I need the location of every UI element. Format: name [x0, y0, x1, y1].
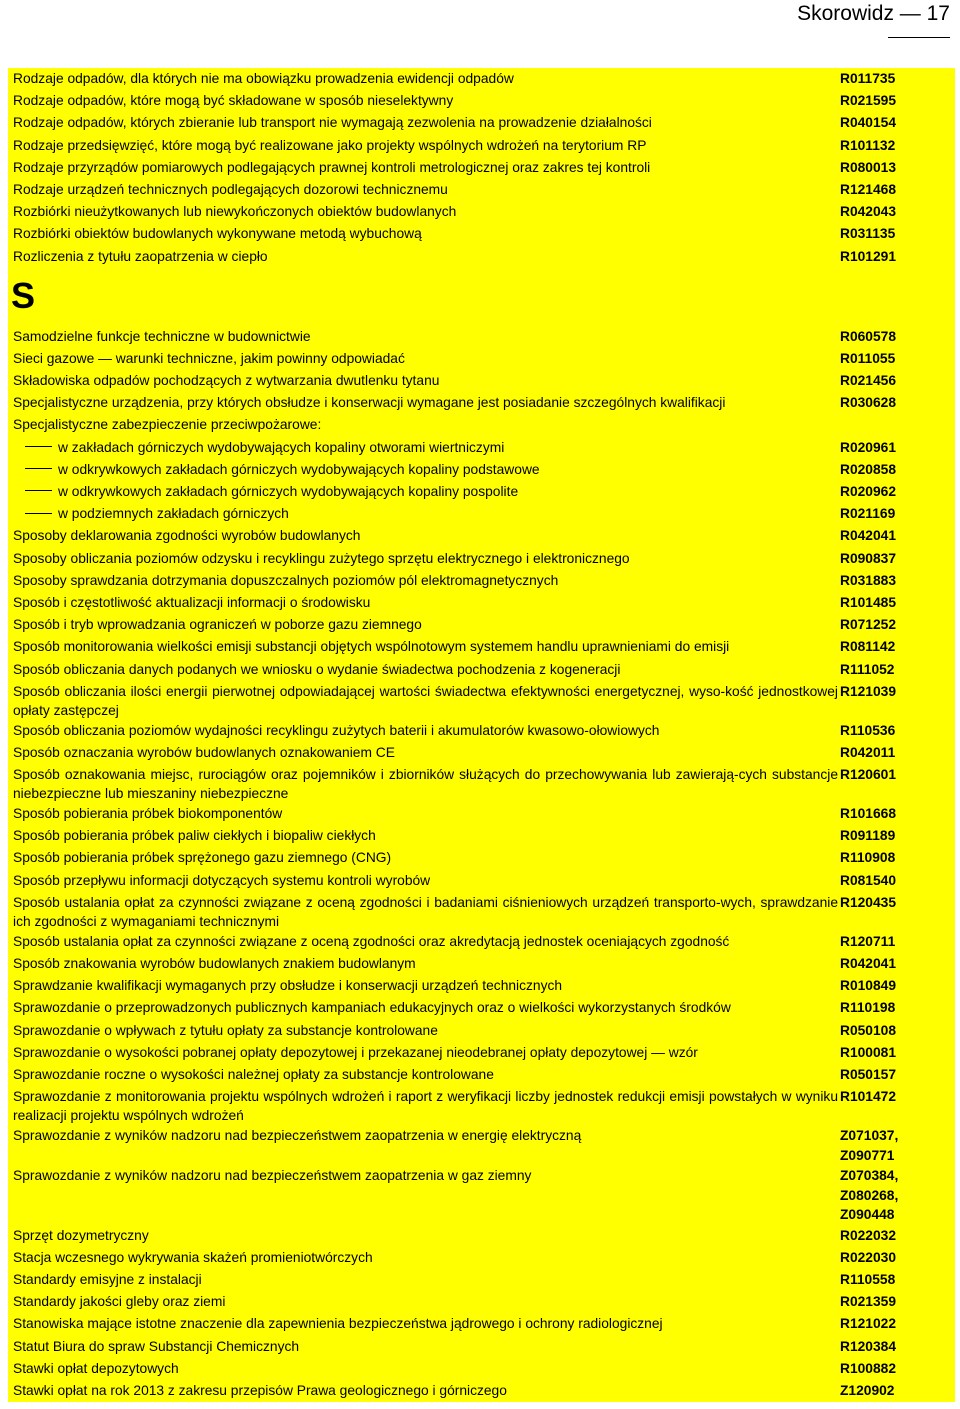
index-entry-text	[8, 201, 838, 221]
index-entry-code: R030628	[840, 395, 897, 411]
index-entry-label: Stanowiska mające istotne znaczenie dla zapewnienia bezpieczeństwa jądrowego i ochrony radiologicznej	[13, 1316, 663, 1332]
index-entry-code: R060578	[840, 328, 897, 344]
index-row	[8, 614, 955, 636]
index-entry-text	[8, 1086, 838, 1125]
dash-marker	[25, 513, 52, 514]
index-entry-label: Rozbiórki obiektów budowlanych wykonywane metodą wybuchową	[13, 226, 422, 242]
index-row	[8, 636, 955, 658]
index-entry-code: R110908	[840, 850, 896, 866]
index-entry-text	[8, 570, 838, 590]
index-row	[8, 659, 955, 681]
index-entry-code: R021595	[840, 93, 897, 109]
index-entry-text	[8, 742, 838, 762]
index-entry-code: R110536	[840, 722, 896, 738]
index-row	[8, 742, 955, 764]
index-entry-text	[8, 481, 838, 501]
index-entry-label: Rozliczenia z tytułu zaopatrzenia w ciepło	[13, 248, 268, 264]
index-row	[8, 246, 955, 268]
index-entry-text	[8, 681, 838, 720]
index-entry-label: Specjalistyczne urządzenia, przy których obsłudze i konserwacji wymagane jest posiadanie szczególnych kwalifikacji	[13, 395, 726, 411]
index-entry-code: R011735	[840, 71, 896, 86]
index-entry-code: R121022	[840, 1316, 897, 1332]
index-entry-code: R020962	[840, 484, 897, 499]
index-entry-code: R091189	[840, 828, 896, 844]
index-entry-text	[8, 1269, 838, 1289]
index-row	[8, 157, 955, 179]
index-entry-label: Sprawozdanie o wpływach z tytułu opłaty za substancje kontrolowane	[13, 1022, 438, 1038]
index-entry-code: Z070384, Z080268, Z090448	[840, 1168, 899, 1223]
index-entry-label: Sposób ustalania opłat za czynności związane z oceną zgodności i badaniami ciśnieniowych urządzeń transporto-wych, sprawdzanie ich zgodności z wymaganiami technicznymi	[13, 894, 838, 929]
index-entry-label: Sposób oznaczania wyrobów budowlanych oznakowaniem CE	[13, 744, 395, 760]
index-row	[8, 1086, 955, 1125]
index-entry-label: Standardy emisyjne z instalacji	[13, 1272, 202, 1287]
index-entry-text	[8, 348, 838, 368]
index-table	[8, 68, 955, 1402]
index-row	[8, 870, 955, 892]
index-row	[8, 135, 955, 157]
index-row	[8, 570, 955, 592]
index-entry-code: R101472	[840, 1089, 897, 1105]
index-entry-code: R111052	[840, 661, 895, 677]
index-entry-code: R071252	[840, 617, 897, 633]
index-entry-label: Sposób pobierania próbek paliw ciekłych i biopaliw ciekłych	[13, 828, 376, 844]
index-entry-code: R120711	[840, 933, 896, 949]
index-row	[8, 90, 955, 112]
index-entry-code: R121468	[840, 181, 897, 197]
index-entry-code: R101485	[840, 594, 897, 610]
index-entry-label: Rodzaje odpadów, które mogą być składowane w sposób nieselektywny	[13, 93, 454, 109]
index-entry-text	[8, 112, 838, 132]
index-row	[8, 548, 955, 570]
index-entry-code: R020858	[840, 461, 897, 477]
index-entry-label: w zakładach górniczych wydobywających kopaliny otworami wiertniczymi	[58, 439, 505, 455]
index-row	[8, 112, 955, 134]
index-entry-text	[8, 847, 838, 867]
index-group-r	[8, 68, 955, 268]
index-entry-label: Składowiska odpadów pochodzących z wytwarzania dwutlenku tytanu	[13, 373, 440, 389]
index-entry-label: Sprzęt dozymetryczny	[13, 1227, 149, 1243]
index-row	[8, 348, 955, 370]
index-row	[8, 481, 955, 503]
index-entry-label: Sposób ustalania opłat za czynności związane z oceną zgodności oraz akredytacją jednostek oceniających zgodność	[13, 933, 730, 949]
index-row	[8, 459, 955, 481]
index-entry-code: R042041	[840, 956, 897, 971]
index-row	[8, 825, 955, 847]
index-row	[8, 592, 955, 614]
index-entry-label: Stacja wczesnego wykrywania skażeń promieniotwórczych	[13, 1249, 373, 1265]
index-row	[8, 953, 955, 975]
index-row	[8, 720, 955, 742]
index-entry-label: Sposób przepływu informacji dotyczących systemu kontroli wyrobów	[13, 872, 431, 888]
index-entry-text	[8, 764, 838, 803]
index-row	[8, 1020, 955, 1042]
section-letter: S	[11, 274, 36, 316]
index-entry-label: Sposób znakowania wyrobów budowlanych znakiem budowlanym	[13, 956, 416, 971]
index-row	[8, 414, 955, 436]
index-entry-code: R040154	[840, 115, 897, 131]
index-entry-code: R031883	[840, 572, 897, 588]
index-entry-label: Rozbiórki nieużytkowanych lub niewykończonych obiektów budowlanych	[13, 204, 457, 220]
index-entry-text	[8, 636, 838, 656]
index-entry-code: R022032	[840, 1227, 897, 1243]
index-entry-text	[8, 1042, 838, 1062]
index-entry-label: Sposoby sprawdzania dotrzymania dopuszczalnych poziomów pól elektromagnetycznych	[13, 572, 559, 588]
index-entry-label: Standardy jakości gleby oraz ziemi	[13, 1294, 226, 1310]
index-entry-text	[8, 90, 838, 110]
index-entry-label: Specjalistyczne zabezpieczenie przeciwpożarowe:	[13, 417, 322, 433]
index-row	[8, 1358, 955, 1380]
index-entry-text	[8, 326, 838, 346]
index-entry-text	[8, 931, 838, 951]
index-entry-code: R101132	[840, 137, 896, 153]
index-entry-text	[8, 157, 838, 177]
index-entry-label: w podziemnych zakładach górniczych	[58, 506, 289, 522]
index-entry-text	[8, 392, 838, 412]
index-entry-label: Rodzaje przedsięwzięć, które mogą być realizowane jako projekty wspólnych wdrożeń na terytorium RP	[13, 137, 647, 153]
index-entry-label: Sposób i tryb wprowadzania ograniczeń w poborze gazu ziemnego	[13, 617, 422, 633]
index-entry-label: Sprawozdanie z wyników nadzoru nad bezpieczeństwem zaopatrzenia w gaz ziemny	[13, 1168, 532, 1184]
index-entry-text	[8, 459, 838, 479]
index-entry-code: R120435	[840, 894, 897, 910]
index-row	[8, 1291, 955, 1313]
index-row	[8, 803, 955, 825]
index-entry-text	[8, 1247, 838, 1267]
index-row	[8, 503, 955, 525]
index-entry-code: R021359	[840, 1294, 897, 1310]
index-entry-text	[8, 1125, 838, 1145]
index-entry-code: R020961	[840, 439, 897, 455]
index-row	[8, 1269, 955, 1291]
index-entry-text	[8, 659, 838, 679]
index-row	[8, 931, 955, 953]
index-entry-label: Sposób oznakowania miejsc, rurociągów oraz pojemników i zbiorników służących do przechowywania lub zawierają-cych substancje niebezpieczne lub mieszaniny niebezpieczne	[13, 767, 838, 802]
index-entry-text	[8, 68, 838, 88]
index-row	[8, 1336, 955, 1358]
index-row	[8, 437, 955, 459]
index-entry-code: R081142	[840, 639, 896, 655]
index-entry-text	[8, 525, 838, 545]
index-group-s	[8, 326, 955, 1402]
index-entry-code: R100081	[840, 1044, 897, 1060]
index-entry-label: Sposób obliczania danych podanych we wniosku o wydanie świadectwa pochodzenia z kogeneracji	[13, 661, 621, 677]
dash-marker	[25, 490, 52, 491]
index-row	[8, 847, 955, 869]
index-entry-code: Z071037, Z090771	[840, 1128, 899, 1163]
index-entry-label: w odkrywkowych zakładach górniczych wydobywających kopaliny podstawowe	[58, 461, 540, 477]
index-entry-code	[838, 414, 955, 415]
index-row	[8, 1064, 955, 1086]
index-entry-code: R101291	[840, 248, 897, 264]
index-row	[8, 764, 955, 803]
index-entry-text	[8, 825, 838, 845]
index-entry-text	[8, 179, 838, 199]
index-entry-label: Sprawozdanie o wysokości pobranej opłaty depozytowej i przekazanej nieodebranej opłaty depozytowej — wzór	[13, 1044, 698, 1060]
index-row	[8, 1042, 955, 1064]
index-entry-code: R050157	[840, 1066, 897, 1082]
index-row	[8, 1225, 955, 1247]
index-entry-code: R042041	[840, 528, 897, 544]
index-entry-text	[8, 1291, 838, 1311]
index-entry-text	[8, 592, 838, 612]
index-row	[8, 223, 955, 245]
index-row	[8, 1125, 955, 1165]
index-entry-text	[8, 997, 838, 1017]
index-entry-code: R011055	[840, 350, 896, 366]
page-header	[10, 0, 950, 34]
index-row	[8, 68, 955, 90]
index-entry-label: Sposób obliczania poziomów wydajności recyklingu zużytych baterii i akumulatorów kwasowo-ołowiowych	[13, 722, 660, 738]
index-entry-code: R021456	[840, 373, 897, 389]
index-entry-text	[8, 870, 838, 890]
index-entry-text	[8, 1380, 838, 1400]
index-entry-code: R021169	[840, 506, 896, 522]
index-entry-code: R100882	[840, 1360, 897, 1376]
index-row	[8, 1247, 955, 1269]
dash-marker	[25, 468, 52, 469]
index-row	[8, 179, 955, 201]
index-entry-label: Sposób pobierania próbek sprężonego gazu ziemnego (CNG)	[13, 850, 392, 866]
index-entry-label: Sposoby obliczania poziomów odzysku i recyklingu zużytego sprzętu elektrycznego i elektronicznego	[13, 550, 630, 566]
index-entry-text	[8, 1064, 838, 1084]
index-entry-label: Rodzaje przyrządów pomiarowych podlegających prawnej kontroli metrologicznej oraz zakres tej kontroli	[13, 159, 651, 175]
index-entry-label: Rodzaje urządzeń technicznych podlegających dozorowi technicznemu	[13, 181, 448, 197]
index-entry-code: R110558	[840, 1272, 896, 1287]
index-entry-text	[8, 370, 838, 390]
index-entry-code: R101668	[840, 806, 897, 822]
index-row	[8, 1380, 955, 1402]
index-entry-label: Sposób i częstotliwość aktualizacji informacji o środowisku	[13, 594, 371, 610]
dash-marker	[25, 446, 52, 447]
index-entry-text	[8, 953, 838, 973]
index-row	[8, 525, 955, 547]
index-entry-text	[8, 1020, 838, 1040]
index-entry-label: Sprawozdanie z monitorowania projektu wspólnych wdrożeń i raport z weryfikacji liczby jednostek redukcji emisji powstałych w wyniku realizacji projektu wspólnych wdrożeń	[13, 1089, 838, 1124]
index-entry-label: Rodzaje odpadów, których zbieranie lub transport nie wymagają zezwolenia na prowadzenie działalności	[13, 115, 652, 131]
index-entry-text	[8, 892, 838, 931]
index-entry-text	[8, 1225, 838, 1245]
index-row	[8, 997, 955, 1019]
section-letter-row	[8, 268, 955, 326]
index-entry-code: R081540	[840, 872, 897, 888]
index-entry-text	[8, 437, 838, 457]
index-entry-label: Sieci gazowe — warunki techniczne, jakim powinny odpowiadać	[13, 350, 405, 366]
index-entry-text	[8, 246, 838, 266]
index-entry-code: R042011	[840, 744, 896, 760]
index-entry-label: Sposób pobierania próbek biokomponentów	[13, 806, 283, 822]
index-entry-text	[8, 720, 838, 740]
index-entry-text	[8, 1165, 838, 1185]
index-entry-label: Sprawozdanie roczne o wysokości należnej opłaty za substancje kontrolowane	[13, 1066, 494, 1082]
index-row	[8, 1165, 955, 1225]
index-entry-text	[8, 803, 838, 823]
index-entry-label: Statut Biura do spraw Substancji Chemicznych	[13, 1338, 300, 1354]
index-entry-code: R042043	[840, 204, 897, 220]
index-entry-label: Stawki opłat na rok 2013 z zakresu przepisów Prawa geologicznego i górniczego	[13, 1382, 507, 1398]
index-row	[8, 326, 955, 348]
index-entry-text	[8, 1336, 838, 1356]
index-entry-code: R090837	[840, 550, 897, 566]
index-entry-text	[8, 414, 838, 434]
index-entry-text	[8, 975, 838, 995]
index-entry-code: R121039	[840, 683, 897, 699]
index-entry-text	[8, 223, 838, 243]
index-row	[8, 1313, 955, 1335]
index-entry-label: Stawki opłat depozytowych	[13, 1360, 179, 1376]
index-entry-text	[8, 1313, 838, 1333]
index-entry-code: R110198	[840, 1000, 896, 1016]
index-entry-code: R050108	[840, 1022, 897, 1038]
page-title: Skorowidz — 17	[797, 2, 950, 25]
index-entry-label: Sposób monitorowania wielkości emisji substancji objętych wspólnotowym systemem handlu uprawnieniami do emisji	[13, 639, 730, 655]
index-entry-code: R120384	[840, 1338, 897, 1354]
index-row	[8, 370, 955, 392]
index-entry-label: Samodzielne funkcje techniczne w budownictwie	[13, 328, 311, 344]
index-entry-code: Z120902	[840, 1382, 895, 1398]
header-rule	[888, 37, 950, 38]
index-entry-text	[8, 614, 838, 634]
index-row	[8, 201, 955, 223]
index-entry-label: Sposób obliczania ilości energii pierwotnej odpowiadającej wartości świadectwa efektywności energetycznej, wyso-kość jednostkowej opłaty zastępczej	[13, 683, 838, 718]
index-entry-code: R080013	[840, 159, 897, 175]
index-row	[8, 975, 955, 997]
index-entry-label: Sposoby deklarowania zgodności wyrobów budowlanych	[13, 528, 361, 544]
index-row	[8, 681, 955, 720]
index-entry-code: R010849	[840, 978, 897, 994]
index-entry-text	[8, 548, 838, 568]
index-entry-code: R031135	[840, 226, 896, 242]
index-row	[8, 892, 955, 931]
index-entry-code: R022030	[840, 1249, 897, 1265]
index-entry-text	[8, 503, 838, 523]
index-row	[8, 392, 955, 414]
index-entry-text	[8, 1358, 838, 1378]
index-entry-label: Rodzaje odpadów, dla których nie ma obowiązku prowadzenia ewidencji odpadów	[13, 71, 514, 86]
index-entry-code: R120601	[840, 767, 897, 783]
index-entry-label: w odkrywkowych zakładach górniczych wydobywających kopaliny pospolite	[58, 484, 519, 499]
index-entry-label: Sprawdzanie kwalifikacji wymaganych przy obsłudze i konserwacji urządzeń technicznych	[13, 978, 563, 994]
index-entry-label: Sprawozdanie o przeprowadzonych publicznych kampaniach edukacyjnych oraz o wielkości wykorzystanych środków	[13, 1000, 731, 1016]
index-entry-label: Sprawozdanie z wyników nadzoru nad bezpieczeństwem zaopatrzenia w energię elektryczną	[13, 1128, 582, 1144]
index-entry-text	[8, 135, 838, 155]
